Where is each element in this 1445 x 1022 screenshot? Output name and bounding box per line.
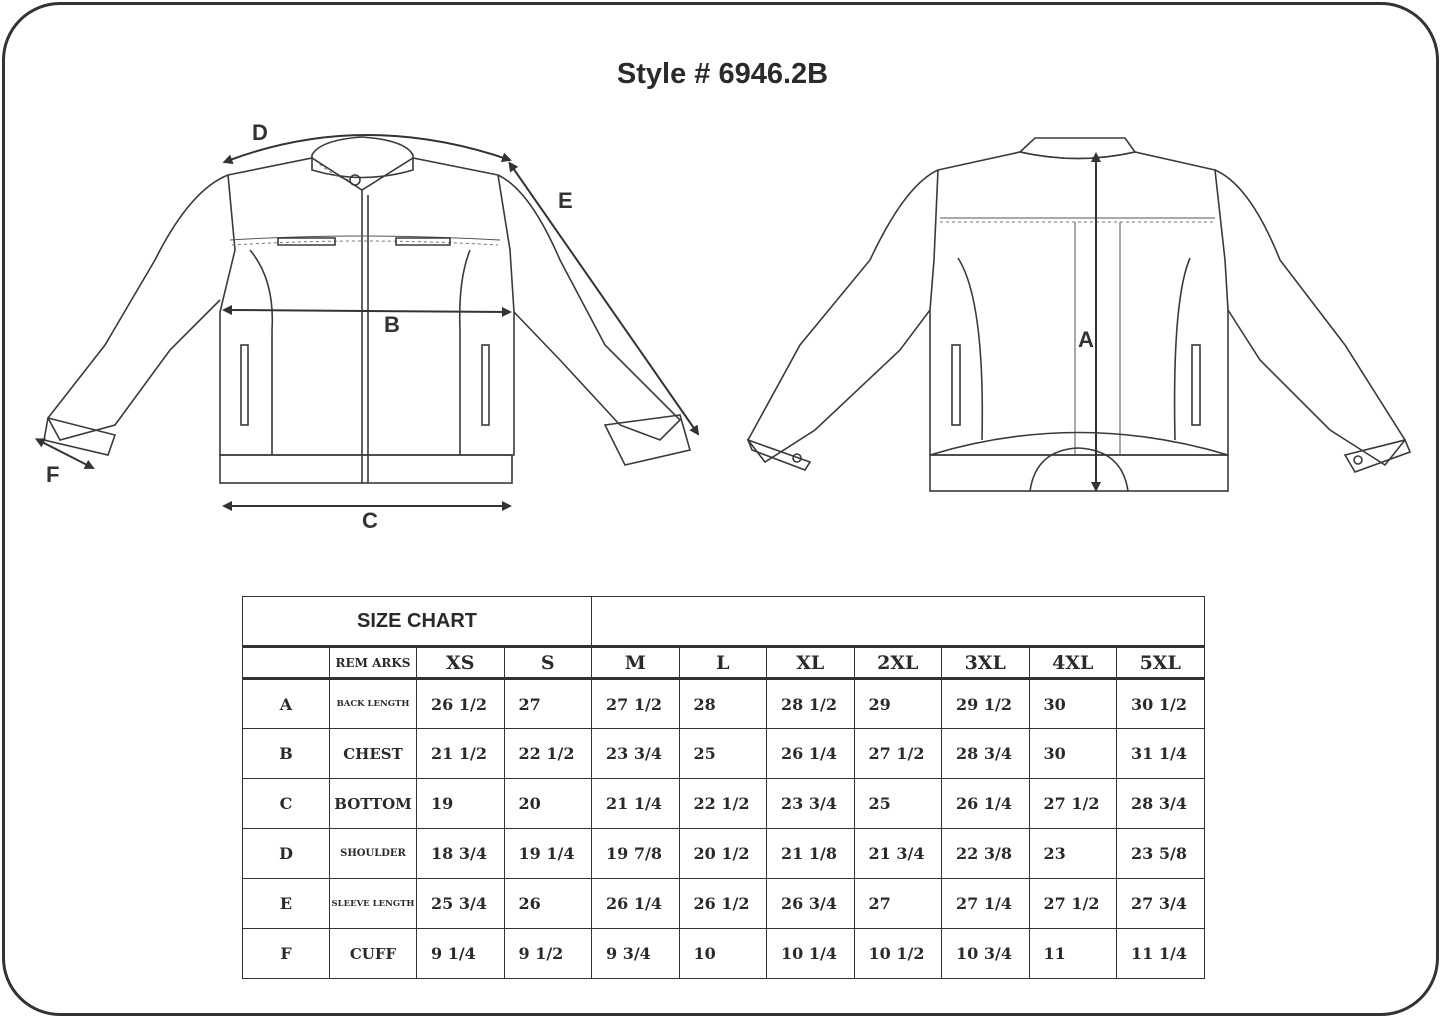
size-value: 10: [679, 929, 767, 979]
size-value: 27 1/2: [1029, 879, 1117, 929]
table-row: [243, 879, 1205, 929]
size-value: 19 1/4: [504, 829, 592, 879]
size-value: 23 3/4: [592, 729, 680, 779]
size-value: 27: [504, 679, 592, 729]
size-value: 11 1/4: [1117, 929, 1205, 979]
row-letter: C: [243, 779, 330, 829]
size-value: 29 1/2: [942, 679, 1030, 729]
size-value: 21 1/2: [417, 729, 505, 779]
size-value: 31 1/4: [1117, 729, 1205, 779]
row-remark: BOTTOM: [330, 779, 417, 829]
size-value: 9 1/2: [504, 929, 592, 979]
row-letter: F: [243, 929, 330, 979]
table-row: [243, 729, 1205, 779]
size-value: 26: [504, 879, 592, 929]
size-value: 21 1/8: [767, 829, 855, 879]
size-chart-title: SIZE CHART: [243, 597, 592, 647]
label-d: D: [252, 120, 268, 145]
row-letter: D: [243, 829, 330, 879]
size-value: 25: [854, 779, 942, 829]
size-value: 23 3/4: [767, 779, 855, 829]
style-title: Style # 6946.2B: [616, 58, 829, 90]
size-value: 26 1/4: [592, 879, 680, 929]
table-row: [243, 829, 1205, 879]
size-value: 19: [417, 779, 505, 829]
table-row: [243, 929, 1205, 979]
header-size: L: [679, 647, 767, 679]
header-size: 3XL: [942, 647, 1030, 679]
header-size: S: [504, 647, 592, 679]
size-value: 23: [1029, 829, 1117, 879]
size-value: 27 1/2: [592, 679, 680, 729]
row-remark: SLEEVE LENGTH: [330, 879, 417, 929]
label-e: E: [558, 188, 573, 213]
header-size: 4XL: [1029, 647, 1117, 679]
size-value: 29: [854, 679, 942, 729]
size-value: 30: [1029, 729, 1117, 779]
table-row: [243, 779, 1205, 829]
header-size: 5XL: [1117, 647, 1205, 679]
size-value: 20: [504, 779, 592, 829]
row-remark: SHOULDER: [330, 829, 417, 879]
label-a: A: [1078, 327, 1094, 352]
jacket-back-view: [748, 138, 1410, 491]
size-value: 27 1/2: [854, 729, 942, 779]
size-value: 25 3/4: [417, 879, 505, 929]
size-header-row: [243, 647, 1205, 679]
size-value: 21 1/4: [592, 779, 680, 829]
size-value: 22 3/8: [942, 829, 1030, 879]
size-value: 26 1/2: [679, 879, 767, 929]
size-value: 9 1/4: [417, 929, 505, 979]
size-value: 28 3/4: [1117, 779, 1205, 829]
size-value: 10 1/4: [767, 929, 855, 979]
size-chart-table: [242, 596, 1205, 979]
row-remark: CHEST: [330, 729, 417, 779]
header-blank: [243, 647, 330, 679]
label-c: C: [362, 508, 378, 533]
size-value: 22 1/2: [679, 779, 767, 829]
size-value: 30 1/2: [1117, 679, 1205, 729]
size-value: 9 3/4: [592, 929, 680, 979]
size-value: 11: [1029, 929, 1117, 979]
size-value: 21 3/4: [854, 829, 942, 879]
size-value: 27: [854, 879, 942, 929]
size-value: 27 1/4: [942, 879, 1030, 929]
size-value: 28 3/4: [942, 729, 1030, 779]
header-size: 2XL: [854, 647, 942, 679]
row-remark: CUFF: [330, 929, 417, 979]
size-value: 27 3/4: [1117, 879, 1205, 929]
header-size: M: [592, 647, 680, 679]
size-value: 10 1/2: [854, 929, 942, 979]
size-value: 28: [679, 679, 767, 729]
size-value: 26 1/2: [417, 679, 505, 729]
size-value: 27 1/2: [1029, 779, 1117, 829]
size-value: 26 1/4: [767, 729, 855, 779]
size-chart-title-blank: [592, 597, 1205, 647]
size-value: 18 3/4: [417, 829, 505, 879]
size-value: 26 1/4: [942, 779, 1030, 829]
size-value: 26 3/4: [767, 879, 855, 929]
size-value: 28 1/2: [767, 679, 855, 729]
header-size: XS: [417, 647, 505, 679]
size-value: 19 7/8: [592, 829, 680, 879]
size-value: 10 3/4: [942, 929, 1030, 979]
header-size: XL: [767, 647, 855, 679]
row-remark: BACK LENGTH: [330, 679, 417, 729]
size-value: 22 1/2: [504, 729, 592, 779]
row-letter: B: [243, 729, 330, 779]
table-row: [243, 679, 1205, 729]
size-value: 25: [679, 729, 767, 779]
label-b: B: [384, 312, 400, 337]
label-f: F: [46, 462, 60, 487]
size-value: 20 1/2: [679, 829, 767, 879]
row-letter: A: [243, 679, 330, 729]
size-value: 23 5/8: [1117, 829, 1205, 879]
header-remarks: REM ARKS: [330, 647, 417, 679]
row-letter: E: [243, 879, 330, 929]
size-value: 30: [1029, 679, 1117, 729]
